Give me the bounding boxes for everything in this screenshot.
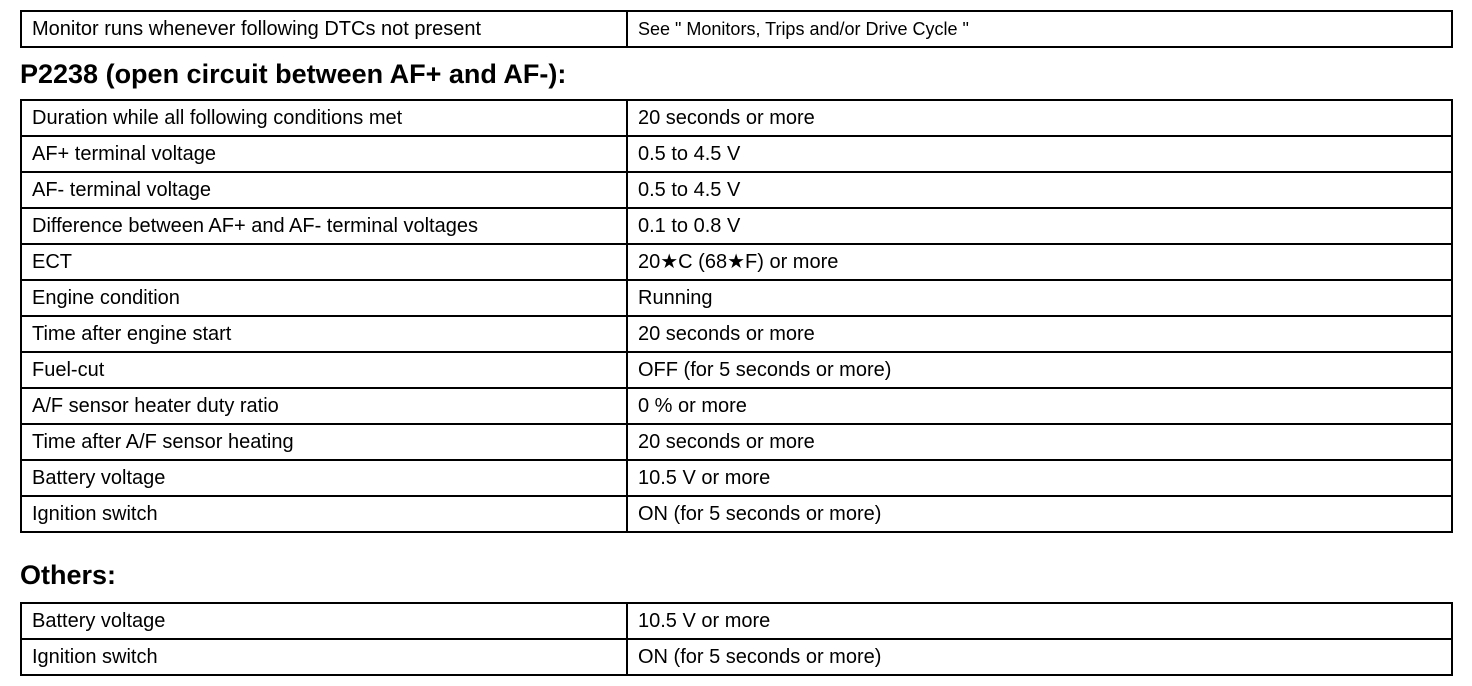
condition-value: 0.5 to 4.5 V — [627, 136, 1452, 172]
condition-label: ECT — [21, 244, 627, 280]
section-heading-others: Others: — [20, 560, 117, 590]
condition-label: Fuel-cut — [21, 352, 627, 388]
condition-label: Difference between AF+ and AF- terminal voltages — [21, 208, 627, 244]
condition-label: Duration while all following conditions met — [21, 100, 627, 136]
dtc-monitor-table — [20, 10, 1453, 48]
condition-value: 20 seconds or more — [627, 316, 1452, 352]
table-row — [21, 136, 1452, 172]
condition-value: ON (for 5 seconds or more) — [627, 496, 1452, 532]
condition-label: Time after engine start — [21, 316, 627, 352]
condition-value: 0 % or more — [627, 388, 1452, 424]
table-row — [21, 639, 1452, 675]
condition-value: Running — [627, 280, 1452, 316]
condition-value: 20 seconds or more — [627, 100, 1452, 136]
table-row — [21, 424, 1452, 460]
condition-label: Monitor runs whenever following DTCs not present — [21, 11, 627, 47]
condition-label: Time after A/F sensor heating — [21, 424, 627, 460]
table-row — [21, 603, 1452, 639]
condition-label: Engine condition — [21, 280, 627, 316]
condition-value: 10.5 V or more — [627, 603, 1452, 639]
table-row — [21, 100, 1452, 136]
table-row — [21, 496, 1452, 532]
condition-label: AF- terminal voltage — [21, 172, 627, 208]
table-row — [21, 460, 1452, 496]
section-heading-p2238: P2238 (open circuit between AF+ and AF-): — [20, 59, 567, 89]
table-row — [21, 352, 1452, 388]
table-row — [21, 11, 1452, 47]
condition-value: 20★C (68★F) or more — [627, 244, 1452, 280]
condition-label: Ignition switch — [21, 496, 627, 532]
table-row — [21, 208, 1452, 244]
table-row — [21, 244, 1452, 280]
condition-label: Battery voltage — [21, 603, 627, 639]
condition-value: OFF (for 5 seconds or more) — [627, 352, 1452, 388]
condition-value: 0.1 to 0.8 V — [627, 208, 1452, 244]
condition-label: A/F sensor heater duty ratio — [21, 388, 627, 424]
table-row — [21, 280, 1452, 316]
table-row — [21, 172, 1452, 208]
table-row — [21, 388, 1452, 424]
condition-value: 20 seconds or more — [627, 424, 1452, 460]
condition-label: AF+ terminal voltage — [21, 136, 627, 172]
table-row — [21, 316, 1452, 352]
condition-label: Battery voltage — [21, 460, 627, 496]
condition-value: ON (for 5 seconds or more) — [627, 639, 1452, 675]
condition-value: 10.5 V or more — [627, 460, 1452, 496]
p2238-conditions-table — [20, 99, 1453, 533]
others-conditions-table — [20, 602, 1453, 676]
condition-value: 0.5 to 4.5 V — [627, 172, 1452, 208]
condition-label: Ignition switch — [21, 639, 627, 675]
condition-value: See " Monitors, Trips and/or Drive Cycle " — [627, 11, 1452, 47]
